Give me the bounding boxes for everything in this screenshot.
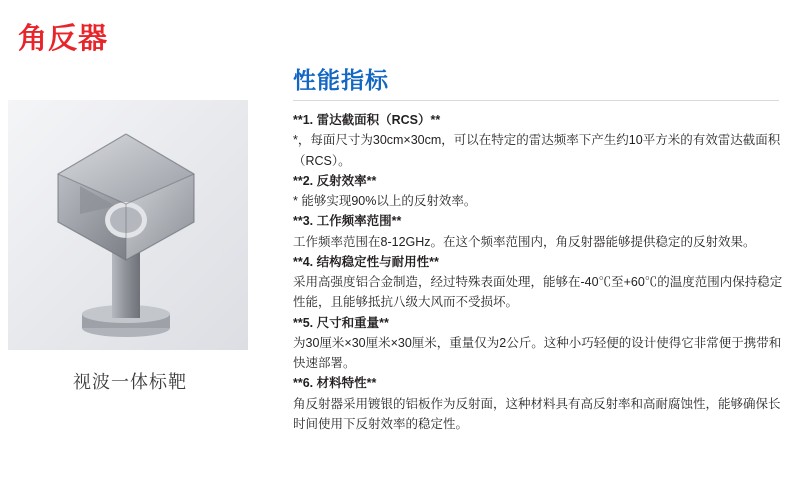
spec-line: **4. 结构稳定性与耐用性** (293, 254, 439, 269)
spec-list (293, 110, 785, 434)
title-divider (293, 100, 779, 101)
specs-panel (285, 0, 790, 482)
spec-line: **2. 反射效率** (293, 173, 377, 188)
product-caption: 视波一体标靶 (73, 372, 187, 392)
section-title: 性能指标 (293, 67, 389, 93)
spec-line: *，每面尺寸为30cm×30cm，可以在特定的雷达频率下产生约10平方米的有效雷达截面积（RCS）。 (293, 133, 781, 168)
spec-line: 角反射器采用镀银的铝板作为反射面，这种材料具有高反射率和高耐腐蚀性，能够确保长时间使用下反射效率的稳定性。 (293, 396, 781, 431)
spec-line: 为30厘米×30厘米×30厘米，重量仅为2公斤。这种小巧轻便的设计使得它非常便于携带和快速部署。 (293, 335, 782, 370)
corner-reflector-illustration (8, 100, 248, 350)
spec-line: **5. 尺寸和重量** (293, 315, 389, 330)
spec-line: 工作频率范围在8-12GHz。在这个频率范围内，角反射器能够提供稳定的反射效果。 (293, 234, 756, 249)
page-title: 角反器 (18, 23, 109, 55)
spec-line: 采用高强度铝合金制造，经过特殊表面处理，能够在-40℃至+60℃的温度范围内保持稳定性能，且能够抵抗八级大风而不受损坏。 (293, 275, 783, 310)
product-image (8, 100, 248, 350)
product-panel (0, 0, 275, 482)
spec-line: **3. 工作频率范围** (293, 214, 402, 229)
spec-line: **6. 材料特性** (293, 376, 377, 391)
spec-line: * 能够实现90%以上的反射效率。 (293, 194, 477, 208)
spec-line: **1. 雷达截面积（RCS）** (293, 113, 441, 127)
